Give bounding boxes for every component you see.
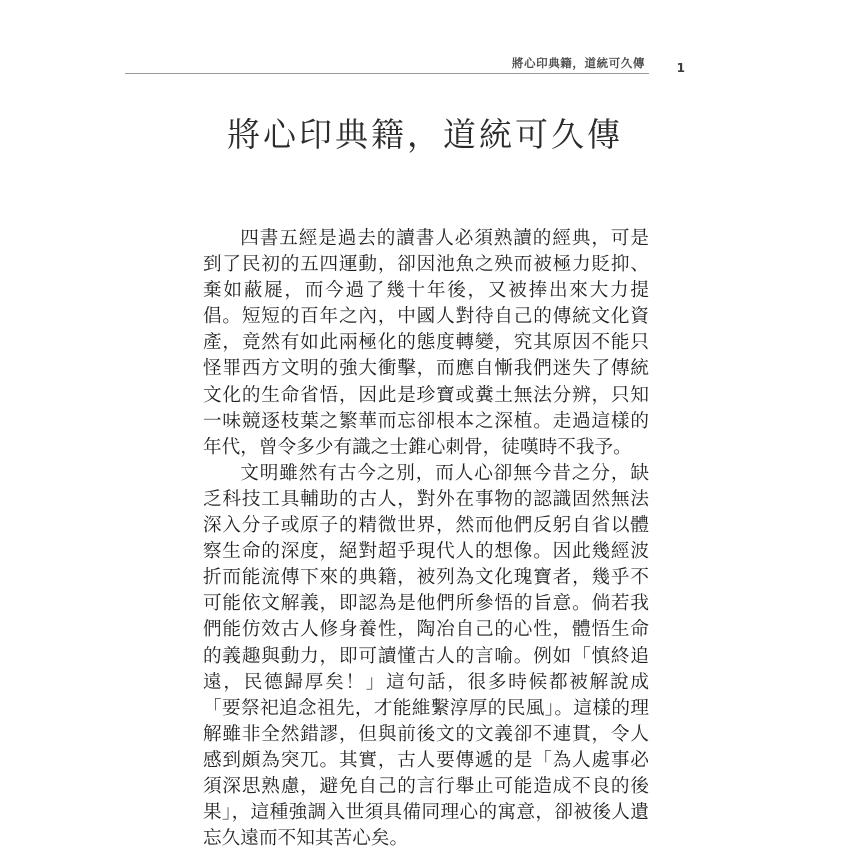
page-number: 1 [676,61,685,75]
running-header [125,48,685,74]
article-body [203,226,649,852]
running-header-title: 將心印典籍，道統可久傳 [511,56,645,70]
body-paragraph-1: 四書五經是過去的讀書人必須熟讀的經典，可是到了民初的五四運動，卻因池魚之殃而被極力貶抑、棄如蔽屣，而今過了幾十年後，又被捧出來大力提倡。短短的百年之內，中國人對待自己的傳統文化資產，竟然有如此兩極化的態度轉變，究其原因不能只怪罪西方文明的強大衝擊，而應自慚我們迷失了傳統文化的生命省悟，因此是珍寶或糞土無法分辨，只知一味競逐枝葉之繁華而忘卻根本之深植。走過這樣的年代，曾令多少有識之士錐心刺骨，徒嘆時不我予。 [203,228,649,458]
article-title: 將心印典籍，道統可久傳 [227,115,623,154]
body-paragraph-2: 文明雖然有古今之別，而人心卻無今昔之分，缺乏科技工具輔助的古人，對外在事物的認識固然無法深入分子或原子的精微世界，然而他們反躬自省以體察生命的深度，絕對超乎現代人的想像。因此幾經波折而能流傳下來的典籍，被列為文化瑰寶者，幾乎不可能依文解義，即認為是他們所參悟的旨意。倘若我們能仿效古人修身養性，陶冶自己的心性，體悟生命的義趣與動力，即可讀懂古人的言喻。例如「慎終追遠，民德歸厚矣！」這句話，很多時候都被解說成「要祭祀追念祖先，才能維繫淳厚的民風」。這樣的理解雖非全然錯謬，但與前後文的文義卻不連貫，令人感到頗為突兀。其實，古人要傳遞的是「為人處事必須深思熟慮，避免自己的言行舉止可能造成不良的後果」，這種強調入世須具備同理心的寓意，卻被後人遺忘久遠而不知其苦心矣。 [203,462,649,850]
